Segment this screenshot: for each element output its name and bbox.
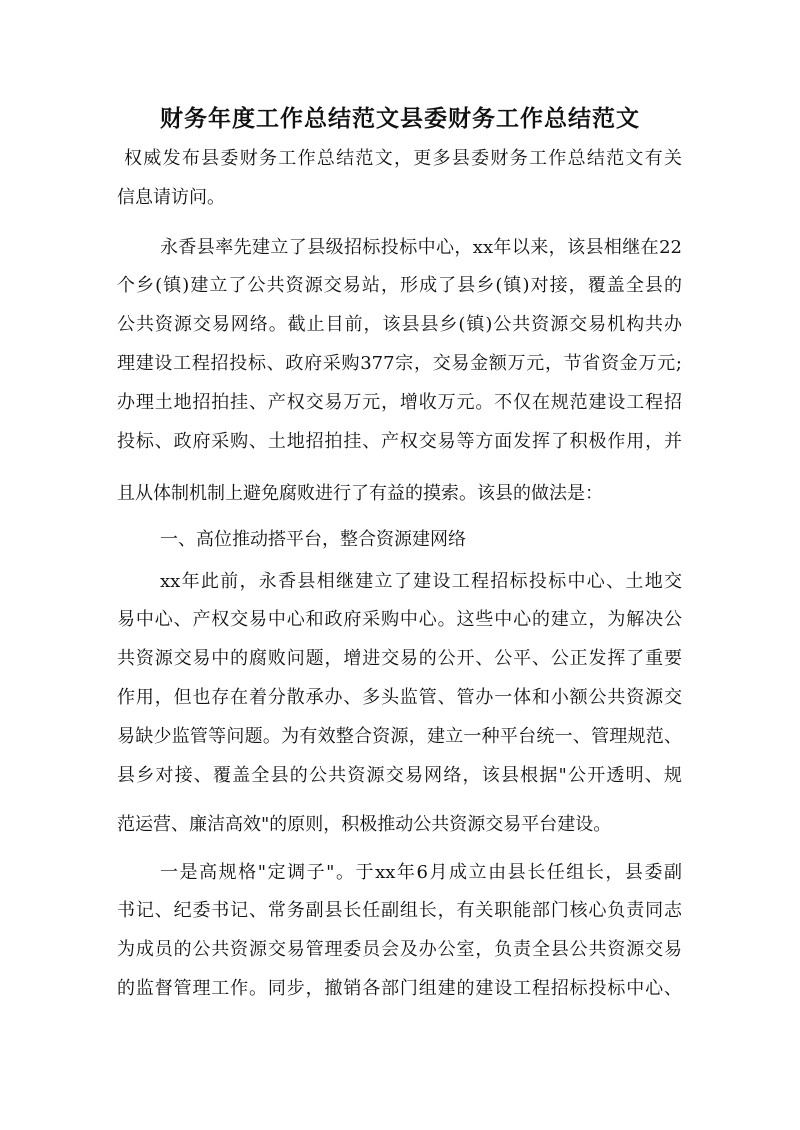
paragraph-line: 永香县率先建立了县级招标投标中心，xx年以来，该县相继在22 (160, 237, 682, 258)
paragraph-line: 作用，但也存在着分散承办、多头监管、管办一体和小额公共资源交 (117, 687, 682, 708)
paragraph-line: 个乡(镇)建立了公共资源交易站，形成了县乡(镇)对接，覆盖全县的 (117, 275, 682, 296)
paragraph-line: 易缺少监管等问题。为有效整合资源，建立一种平台统一、管理规范、 (117, 726, 682, 747)
paragraph-line: 投标、政府采购、土地招拍挂、产权交易等方面发挥了积极作用，并 (117, 431, 682, 452)
document-title: 财务年度工作总结范文县委财务工作总结范文 (160, 105, 640, 132)
paragraph-line: 为成员的公共资源交易管理委员会及办公室，负责全县公共资源交易 (117, 939, 682, 960)
paragraph-line: 信息请访问。 (117, 187, 225, 208)
section-heading: 一、高位推动搭平台，整合资源建网络 (160, 529, 466, 550)
paragraph-line: 一是高规格"定调子"。于xx年6月成立由县长任组长，县委副 (160, 862, 682, 883)
paragraph-line: 书记、纪委书记、常务副县长任副组长，有关职能部门核心负责同志 (117, 900, 682, 921)
paragraph-line: 共资源交易中的腐败问题，增进交易的公开、公平、公正发挥了重要 (117, 648, 682, 669)
paragraph-line: 理建设工程招投标、政府采购377宗，交易金额万元，节省资金万元; (117, 353, 682, 374)
paragraph-line: 且从体制机制上避免腐败进行了有益的摸索。该县的做法是： (117, 483, 603, 504)
paragraph-line: 公共资源交易网络。截止目前，该县县乡(镇)公共资源交易机构共办 (117, 314, 682, 335)
paragraph-line: 县乡对接、覆盖全县的公共资源交易网络，该县根据"公开透明、规 (117, 765, 682, 786)
paragraph-line: xx年此前，永香县相继建立了建设工程招标投标中心、土地交 (160, 571, 682, 592)
paragraph-line: 范运营、廉洁高效"的原则，积极推动公共资源交易平台建设。 (117, 814, 612, 835)
paragraph-line: 易中心、产权交易中心和政府采购中心。这些中心的建立，为解决公 (117, 609, 682, 630)
paragraph-line: 办理土地招拍挂、产权交易万元，增收万元。不仅在规范建设工程招 (117, 392, 682, 413)
paragraph-line: 的监督管理工作。同步，撤销各部门组建的建设工程招标投标中心、 (117, 978, 682, 999)
paragraph-line: 权威发布县委财务工作总结范文，更多县委财务工作总结范文有关 (124, 148, 682, 169)
